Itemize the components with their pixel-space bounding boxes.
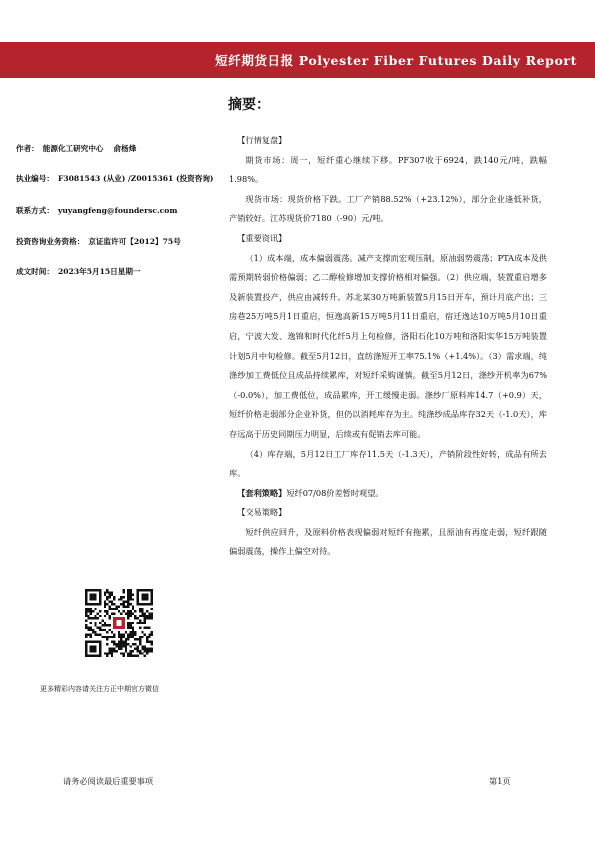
news-heading: 【重要资讯】 bbox=[237, 232, 287, 243]
arbitrage-heading: 【套利策略】 bbox=[237, 487, 287, 498]
qualification-info bbox=[16, 236, 226, 247]
author-label: 作者： bbox=[16, 144, 39, 153]
review-heading: 【行情复盘】 bbox=[237, 135, 287, 145]
spot-paragraph: 现货市场：现货价格下跌。工厂产销88.52%（+23.12%），部分企业逢低补货，产销较好。江苏现货价7180（-90）元/吨。 bbox=[229, 193, 547, 224]
header-banner bbox=[0, 42, 595, 78]
time-info bbox=[16, 266, 226, 277]
license-value: F3081543 (从业) /Z0015361 (投资咨询) bbox=[57, 174, 214, 183]
author-info bbox=[16, 143, 226, 154]
strategy-heading: 【交易策略】 bbox=[237, 507, 287, 518]
contact-email[interactable]: yuyangfeng@foundersc.com bbox=[57, 206, 178, 215]
time-value: 2023年5月15日星期一 bbox=[57, 267, 141, 276]
page-number: 第1页 bbox=[489, 776, 511, 786]
summary-title: 摘要： bbox=[228, 97, 270, 113]
qualification-label: 投资咨询业务资格： bbox=[16, 237, 85, 246]
news-paragraph-2: （4）库存端，5月12日工厂库存11.5天（-1.3天），产销阶段性好转，成品有所去库。 bbox=[229, 448, 547, 479]
author-org: 能源化工研究中心 bbox=[42, 144, 104, 153]
footer-notice: 请务必阅读最后重要事项 bbox=[63, 776, 154, 786]
arbitrage-text: 短纤07/08价差暂时观望。 bbox=[286, 487, 384, 498]
license-label: 执业编号： bbox=[16, 174, 54, 183]
futures-paragraph: 期货市场：周一，短纤重心继续下移。PF307收于6924，跌140元/吨，跌幅1.98%。 bbox=[229, 154, 547, 185]
contact-info bbox=[16, 205, 226, 216]
report-title: 短纤期货日报 Polyester Fiber Futures Daily Report bbox=[215, 53, 577, 68]
time-label: 成文时间： bbox=[16, 267, 54, 276]
wechat-qr-code bbox=[85, 589, 153, 657]
license-info bbox=[16, 173, 226, 184]
qr-caption: 更多精彩内容请关注方正中期官方微信 bbox=[40, 685, 159, 693]
arbitrage-line bbox=[229, 484, 547, 504]
contact-label: 联系方式： bbox=[16, 206, 54, 215]
news-paragraph-1: （1）成本端，成本偏弱震荡。减产支撑而宏观压制，原油弱势震荡；PTA成本及供需预期转弱价格偏弱；乙二醇检修增加支撑价格相对偏强。（2）供应端，装置重启增多及新装置投产，供应由减转升。苏北某30万吨新装置5月15日开车，预计月底产出；三房巷25万吨5月1日重启，恒逸高新15万吨5月11日重启，宿迁逸达10万吨5月10日重启，宁波大发、逸锦和时代化纤5月上旬检修，洛阳石化10万吨和洛阳实华15万吨装置计划5月中旬检修。截至5月12日，直纺涤短开工率75.1%（+1.4%）。（3）需求端，纯涤纱加工费低位且成品持续累库，对短纤采购谨慎。截至5月12日，涤纱开机率为67%（-0.0%），加工费低位，成品累库，开工缓慢走弱。涤纱厂原料库14.7（+0.9）天，短纤价格走弱部分企业补货，但仍以消耗库存为主。纯涤纱成品库存32天（-1.0天），库存远高于历史同期压力明显，后续或有促销去库可能。 bbox=[229, 252, 547, 439]
author-name: 俞杨烽 bbox=[113, 144, 137, 153]
qualification-value: 京证监许可【2012】75号 bbox=[88, 237, 181, 246]
report-body bbox=[229, 131, 547, 562]
strategy-paragraph: 短纤供应回升，及原料价格表现偏弱对短纤有拖累，且原油有再度走弱，短纤跟随偏弱震荡，操作上偏空对待。 bbox=[229, 526, 547, 557]
